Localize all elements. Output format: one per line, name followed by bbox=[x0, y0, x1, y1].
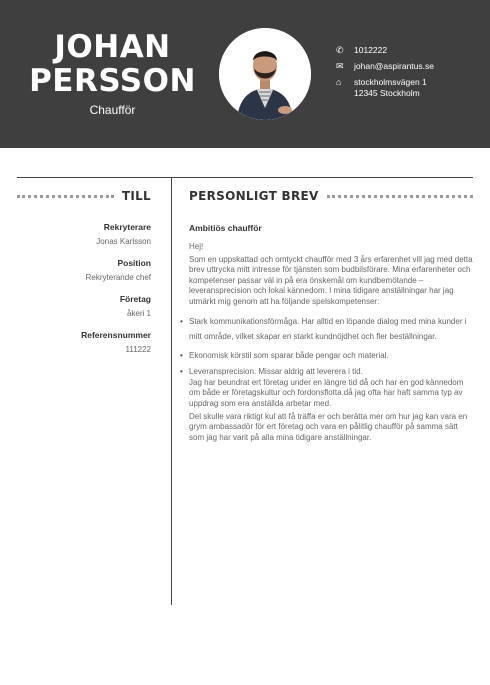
recipient-heading-row bbox=[17, 177, 151, 215]
header-banner bbox=[0, 0, 490, 148]
recipient-heading: TILL bbox=[121, 189, 151, 203]
company-label: Företag bbox=[119, 294, 151, 304]
first-name: JOHAN bbox=[54, 29, 171, 65]
letter-section bbox=[189, 177, 473, 443]
company-value: åkeri 1 bbox=[126, 309, 151, 318]
envelope-icon: ✉ bbox=[336, 61, 344, 71]
letter-intro: Som en uppskattad och omtyckt chaufför med 3 års erfarenhet vill jag med detta brev uttrycka mitt intresse för tjänsten som budbilsförare. Mina erfarenheter och kompetenser passar väl in på era önskemål om kundbemötande – leveransprecision och lokal kännedom. I mina tidigare anställningar har jag utmärkt mig genom att ha följande spelskompetenser: bbox=[189, 254, 473, 306]
skills-list bbox=[189, 314, 473, 378]
list-item: • Leveransprecision. Missar aldrig att leverera i tid. bbox=[189, 367, 473, 378]
candidate-name bbox=[20, 30, 205, 98]
reference-value: 111222 bbox=[125, 345, 151, 354]
letter-paragraph-3: Del skulle vara riktigt kul att få träffa er och berätta mer om hur jag kan vara en grym ambassadör för ert företag och vara en pålitlig chaufför på samma sätt som jag har varit på alla mina tidigare anställningar. bbox=[189, 411, 468, 442]
position-label: Position bbox=[117, 258, 151, 268]
letter-heading: PERSONLIGT BREV bbox=[189, 189, 319, 203]
dotted-rule bbox=[17, 195, 114, 198]
letter-greeting: Hej! bbox=[189, 242, 204, 251]
list-item: • Ekonomisk körstil som sparar både pengar och material. bbox=[189, 351, 473, 362]
letter-paragraph-2: Jag har beundrat ert företag under en längre tid då och har en god kännedom om både er företagskultur och fordonsflotta då jag ofta har haft samma typ av uppdrag som era anställda arbetar med. bbox=[189, 377, 464, 408]
address-text bbox=[354, 77, 427, 99]
address-line-2: 12345 Stockholm bbox=[354, 88, 420, 98]
job-title: Chaufför bbox=[89, 103, 136, 117]
recruiter-label: Rekryterare bbox=[103, 222, 151, 232]
letter-subject: Ambitiös chaufför bbox=[189, 223, 262, 233]
profile-photo bbox=[219, 28, 311, 120]
address-line-1: stockholmsvägen 1 bbox=[354, 77, 427, 87]
contact-email bbox=[336, 61, 434, 72]
position-value: Rekryterande chef bbox=[85, 273, 151, 282]
phone-icon: ✆ bbox=[336, 45, 344, 55]
letter-heading-row bbox=[189, 177, 473, 215]
contact-block bbox=[336, 45, 434, 104]
dotted-rule bbox=[327, 195, 473, 198]
recipient-section bbox=[17, 177, 151, 354]
list-item: • Stark kommunikationsförmåga. Har alltid en löpande dialog med mina kunder i mitt område, vilket skapar en starkt kundnöjdhet och fler beställningar. bbox=[189, 314, 473, 345]
recruiter-value: Jonas Karlsson bbox=[96, 237, 151, 246]
phone-text: 1012222 bbox=[354, 45, 388, 55]
contact-address bbox=[336, 77, 434, 99]
home-icon: ⌂ bbox=[336, 77, 342, 87]
email-text: johan@aspirantus.se bbox=[354, 61, 434, 71]
column-divider bbox=[171, 177, 172, 605]
reference-label: Referensnummer bbox=[81, 330, 151, 340]
contact-phone bbox=[336, 45, 434, 56]
last-name: PERSSON bbox=[29, 63, 196, 99]
